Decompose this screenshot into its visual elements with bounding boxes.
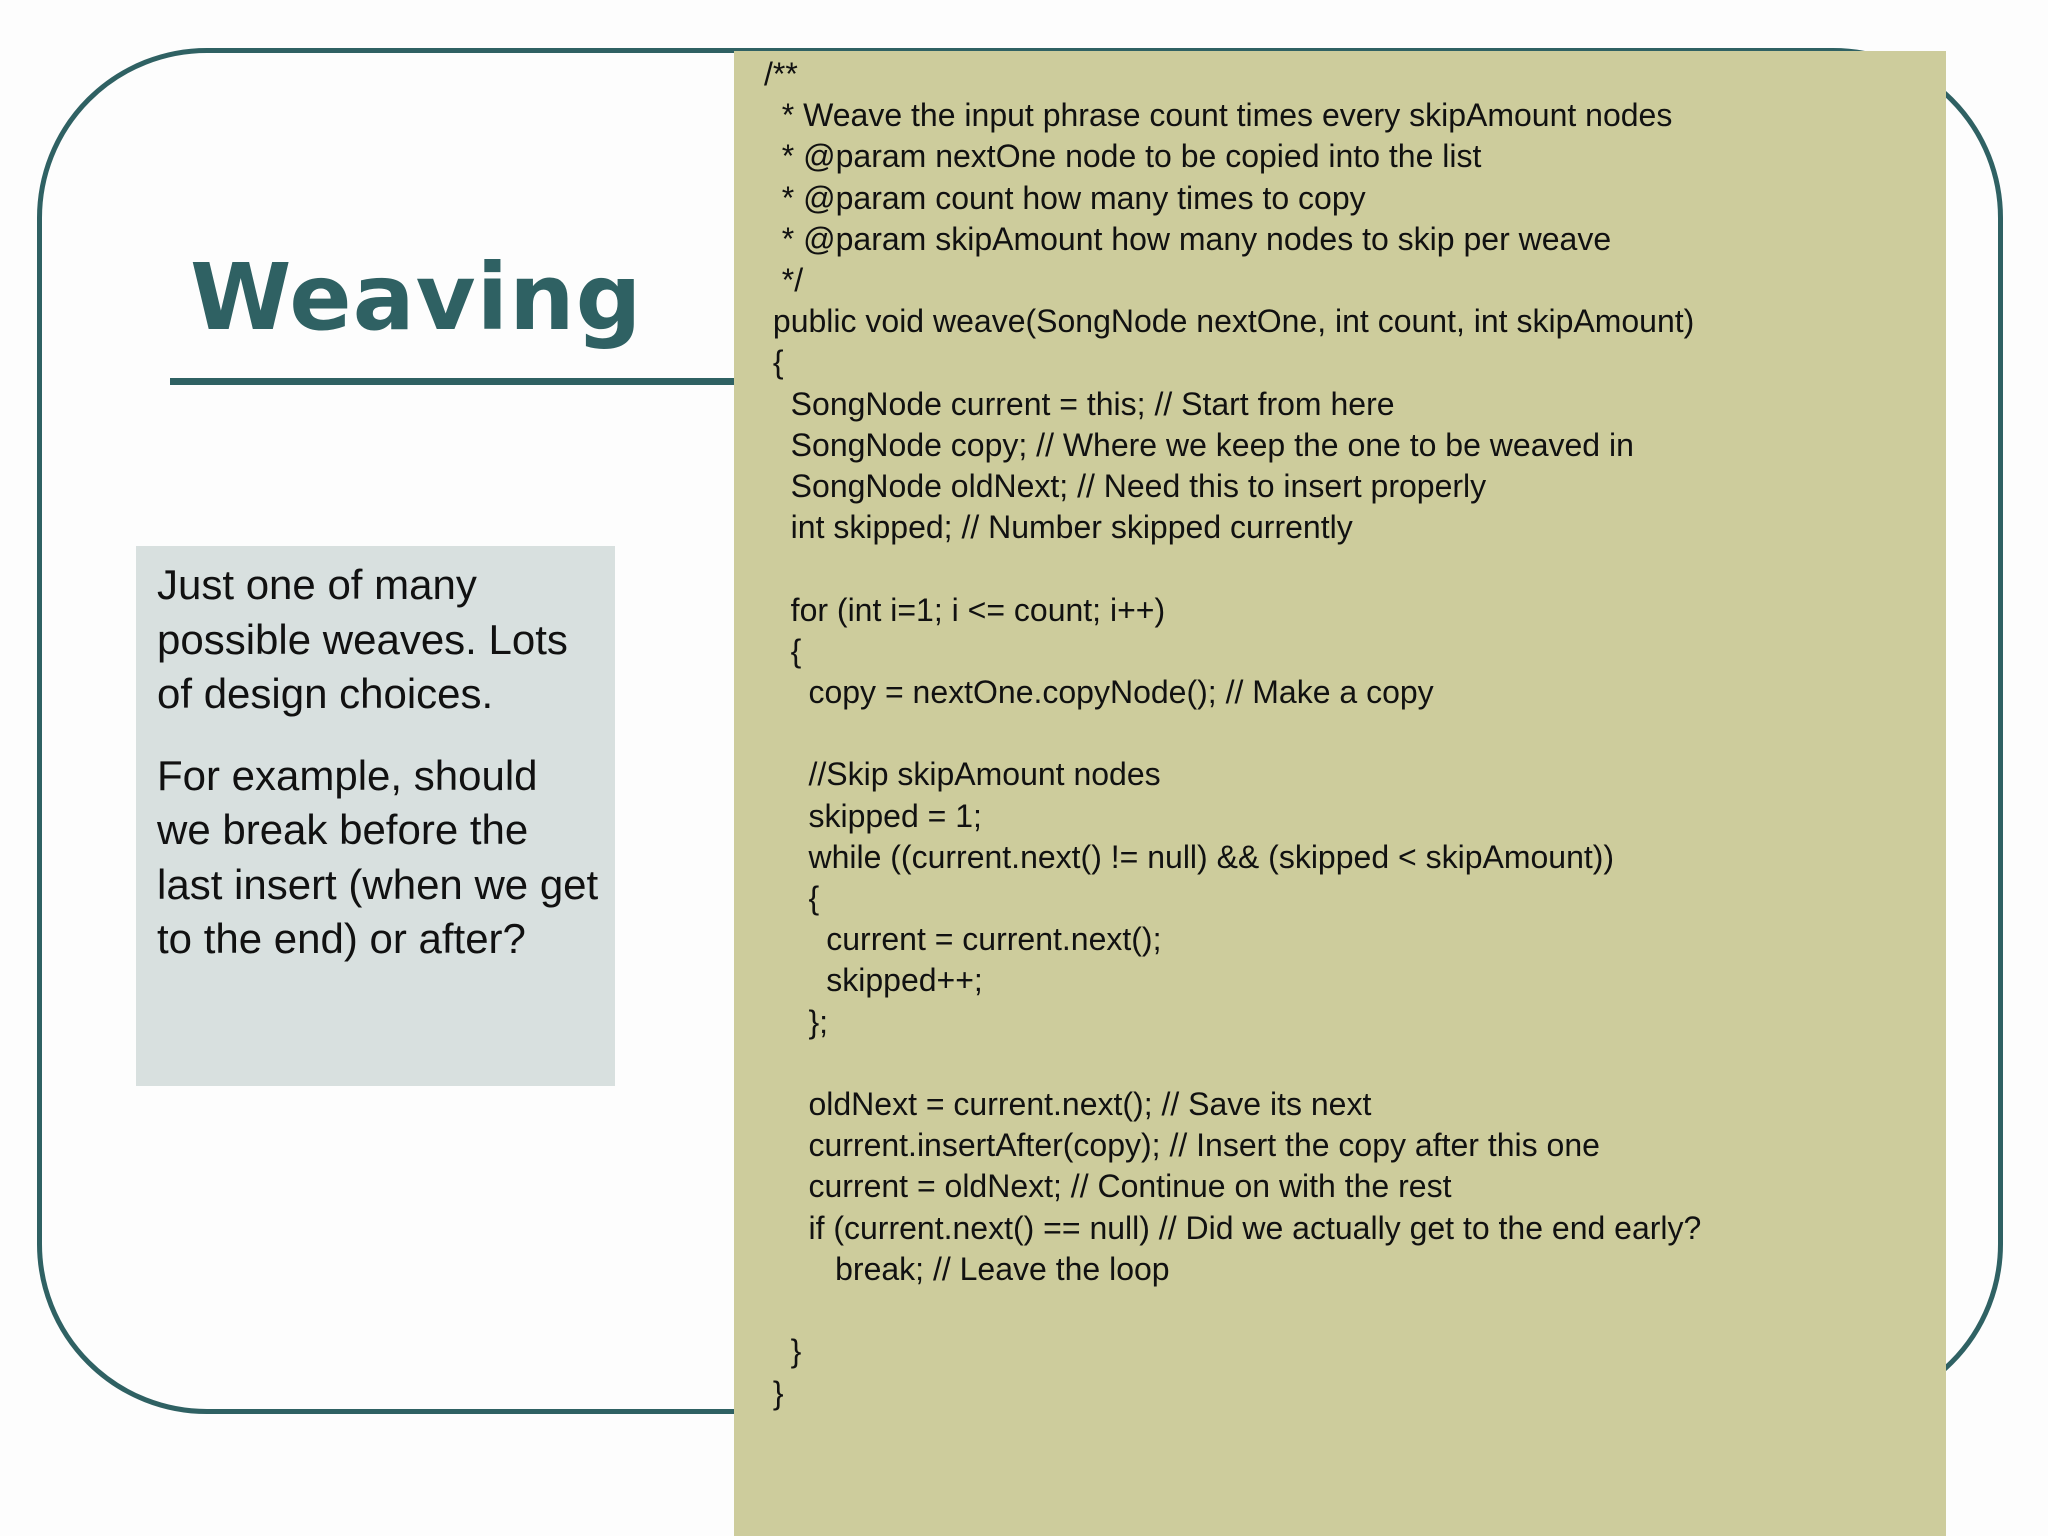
code-line: int skipped; // Number skipped currently [764, 509, 1353, 546]
code-line: skipped = 1; [764, 797, 982, 834]
code-line: { [764, 632, 802, 669]
code-line: * @param nextOne node to be copied into the list [764, 138, 1482, 175]
code-line: SongNode copy; // Where we keep the one to be weaved in [764, 426, 1634, 463]
slide-title: Weaving [190, 244, 643, 351]
code-line: */ [764, 262, 804, 299]
code-line: }; [764, 1003, 829, 1040]
code-line: //Skip skipAmount nodes [764, 756, 1161, 793]
code-panel [734, 51, 1946, 1536]
code-line: current = current.next(); [764, 921, 1162, 958]
code-line: current.insertAfter(copy); // Insert the copy after this one [764, 1127, 1600, 1164]
code-line: break; // Leave the loop [764, 1250, 1170, 1287]
title-underline [170, 378, 740, 385]
code-line: * @param skipAmount how many nodes to skip per weave [764, 220, 1612, 257]
code-line: { [764, 344, 784, 381]
code-line: copy = nextOne.copyNode(); // Make a copy [764, 674, 1434, 711]
code-line [764, 548, 1701, 589]
code-line: } [764, 1333, 802, 1370]
code-line: public void weave(SongNode nextOne, int count, int skipAmount) [764, 303, 1695, 340]
code-line: current = oldNext; // Continue on with the rest [764, 1168, 1452, 1205]
note-paragraph-2: For example, should we break before the last insert (when we get to the end) or after? [157, 751, 599, 962]
code-line [764, 713, 1701, 754]
code-line: if (current.next() == null) // Did we actually get to the end early? [764, 1209, 1702, 1246]
code-line: SongNode oldNext; // Need this to insert properly [764, 468, 1487, 505]
code-block [764, 54, 1701, 1414]
code-line: { [764, 880, 820, 917]
code-line [764, 1290, 1701, 1331]
code-line: oldNext = current.next(); // Save its next [764, 1086, 1372, 1123]
code-line: SongNode current = this; // Start from here [764, 385, 1395, 422]
code-line: /** [764, 56, 798, 92]
code-line: * Weave the input phrase count times every skipAmount nodes [764, 97, 1673, 134]
code-line: skipped++; [764, 962, 983, 999]
note-box [136, 546, 615, 1086]
code-line [764, 1043, 1701, 1084]
code-line: } [764, 1374, 784, 1411]
code-line: for (int i=1; i <= count; i++) [764, 591, 1166, 628]
code-line: * @param count how many times to copy [764, 179, 1366, 216]
code-line: while ((current.next() != null) && (skipped < skipAmount)) [764, 838, 1615, 875]
note-paragraph-1: Just one of many possible weaves. Lots of design choices. [157, 561, 568, 717]
